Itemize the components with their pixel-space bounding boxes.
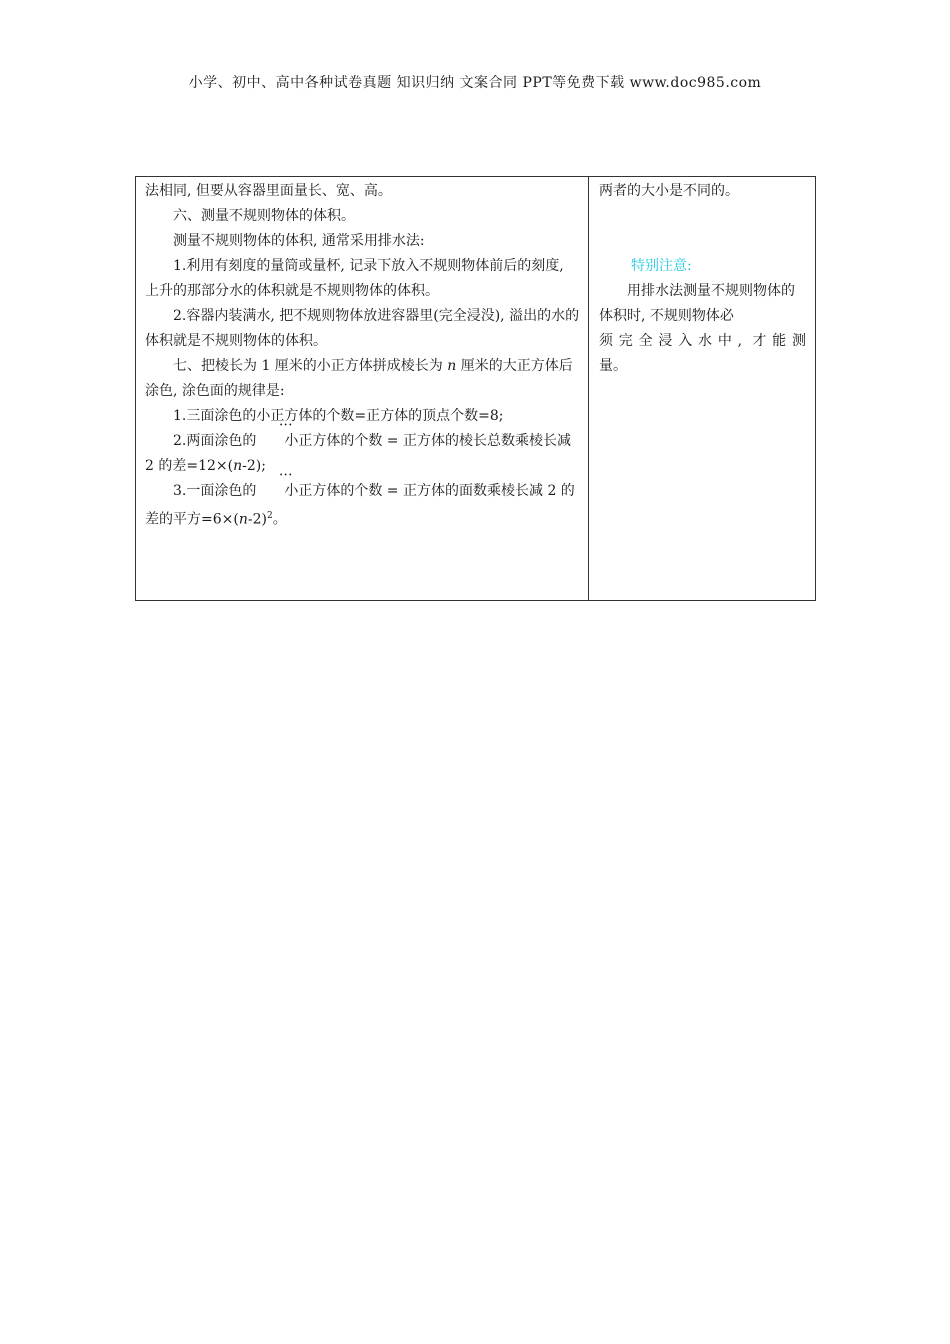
- emphasis-dots: ••• 小: [256, 479, 298, 504]
- variable-n: n: [447, 358, 457, 374]
- variable-n: n: [233, 458, 243, 474]
- rule-item-3: [145, 479, 581, 533]
- section-7-title-b: 厘米的大正方体后涂色, 涂色面的规律是:: [145, 358, 573, 399]
- notice-body-a: 用排水法测量不规则物体的体积时, 不规则物体必: [599, 283, 795, 324]
- section-6-intro: 测量不规则物体的体积, 通常采用排水法:: [173, 233, 425, 249]
- continued-line: 法相同, 但要从容器里面量长、宽、高。: [145, 183, 392, 199]
- spacer: [599, 204, 806, 254]
- side-column: [589, 177, 815, 600]
- rule-item-3-end: 。: [272, 511, 287, 528]
- exponent: 2: [266, 511, 273, 521]
- notice-body-c: 量。: [599, 358, 627, 374]
- variable-n: n: [238, 511, 248, 528]
- rule-item-2-a: 2.两面涂色的: [173, 433, 257, 449]
- section-6-title: 六、测量不规则物体的体积。: [173, 208, 355, 224]
- rule-item-1: 1.三面涂色的小正方体的个数=正方体的顶点个数=8;: [173, 408, 504, 424]
- side-line-1: 两者的大小是不同的。: [599, 183, 739, 199]
- page-header: 小学、初中、高中各种试卷真题 知识归纳 文案合同 PPT等免费下载 www.doc985.com: [188, 75, 762, 91]
- section-6-item-1: 1.利用有刻度的量筒或量杯, 记录下放入不规则物体前后的刻度, 上升的那部分水的体积就是不规则物体的体积。: [145, 258, 564, 299]
- main-column: [136, 177, 589, 600]
- section-6-item-2: 2.容器内装满水, 把不规则物体放进容器里(完全浸没), 溢出的水的体积就是不规则物体的体积。: [145, 308, 580, 349]
- emphasis-dots: ••• 小: [256, 429, 298, 454]
- section-7-title: [145, 354, 581, 404]
- rule-item-3-a: 3.一面涂色的: [173, 483, 257, 499]
- rule-item-2-b: 正方体的个数 = 正方体的棱长总数乘棱长减 2 的差=12×(: [145, 433, 571, 474]
- content-table: [135, 176, 816, 601]
- rule-item-2: [145, 429, 581, 479]
- rule-item-2-c: -2);: [242, 458, 266, 474]
- rule-item-3-c: -2): [247, 511, 267, 528]
- notice-title: 特别注意:: [631, 258, 692, 274]
- rule-item-3-b: 正方体的个数 = 正方体的面数乘棱长减 2 的差的平方=6×(: [145, 483, 575, 528]
- notice-body-b: 须完全浸入水中, 才能测: [599, 333, 806, 349]
- section-7-title-a: 七、把棱长为 1 厘米的小正方体拼成棱长为: [173, 358, 448, 374]
